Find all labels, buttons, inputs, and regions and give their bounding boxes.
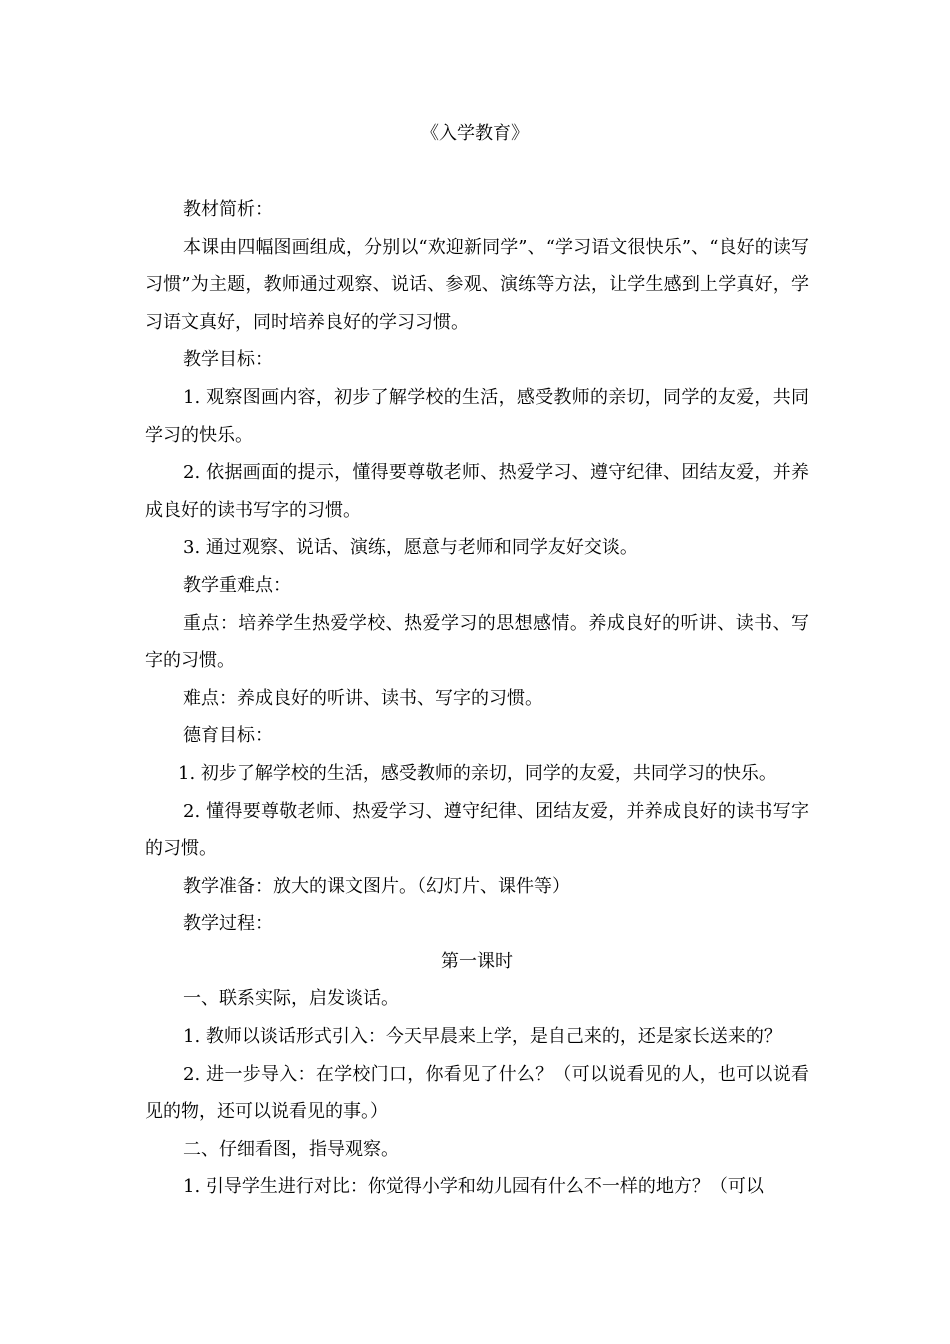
moral-goal-item-2: 2. 懂得要尊敬老师、热爱学习、遵守纪律、团结友爱，并养成良好的读书写字的习惯。 — [145, 800, 809, 860]
section-heading-analysis: 教材简析： — [183, 199, 273, 220]
goal-item-3: 3. 通过观察、说话、演练，愿意与老师和同学友好交谈。 — [183, 537, 638, 559]
section-heading-moral-goals: 德育目标： — [183, 725, 273, 747]
document-body — [145, 191, 809, 1206]
moral-goal-item-1: 1. 初步了解学校的生活，感受教师的亲切，同学的友爱，共同学习的快乐。 — [178, 762, 777, 784]
section-heading-key-points: 教学重难点： — [183, 574, 291, 596]
step-1-item-1: 1. 教师以谈话形式引入：今天早晨来上学，是自己来的，还是家长送来的？ — [183, 1026, 782, 1048]
step-1-item-2: 2. 进一步导入：在学校门口，你看见了什么？（可以说看见的人，也可以说看见的物，还可以说看见的事。） — [145, 1063, 809, 1123]
step-2-item-1: 1. 引导学生进行对比：你觉得小学和幼儿园有什么不一样的地方？（可以 — [183, 1176, 764, 1198]
difficult-point: 难点：养成良好的听讲、读书、写字的习惯。 — [183, 687, 543, 709]
goal-item-2: 2. 依据画面的提示，懂得要尊敬老师、热爱学习、遵守纪律、团结友爱，并养成良好的读书写字的习惯。 — [145, 462, 809, 521]
step-heading-2: 二、仔细看图，指导观察。 — [183, 1138, 399, 1160]
preparation: 教学准备：放大的课文图片。（幻灯片、课件等） — [183, 875, 570, 897]
section-heading-goals: 教学目标： — [183, 349, 273, 371]
section-heading-process: 教学过程： — [183, 913, 273, 935]
document-title: 《入学教育》 — [421, 123, 529, 144]
lesson-heading: 第一课时 — [441, 950, 513, 972]
step-heading-1: 一、联系实际，启发谈话。 — [183, 988, 399, 1010]
goal-item-1: 1. 观察图画内容，初步了解学校的生活，感受教师的亲切，同学的友爱，共同学习的快乐。 — [145, 386, 809, 446]
paragraph-analysis: 本课由四幅图画组成，分别以“欢迎新同学”、“学习语文很快乐”、“良好的读写习惯”为主题，教师通过观察、说话、参观、演练等方法，让学生感到上学真好，学习语文真好，同时培养良好的学习习惯。 — [145, 236, 809, 333]
key-point: 重点：培养学生热爱学校、热爱学习的思想感情。养成良好的听讲、读书、写字的习惯。 — [145, 612, 809, 672]
